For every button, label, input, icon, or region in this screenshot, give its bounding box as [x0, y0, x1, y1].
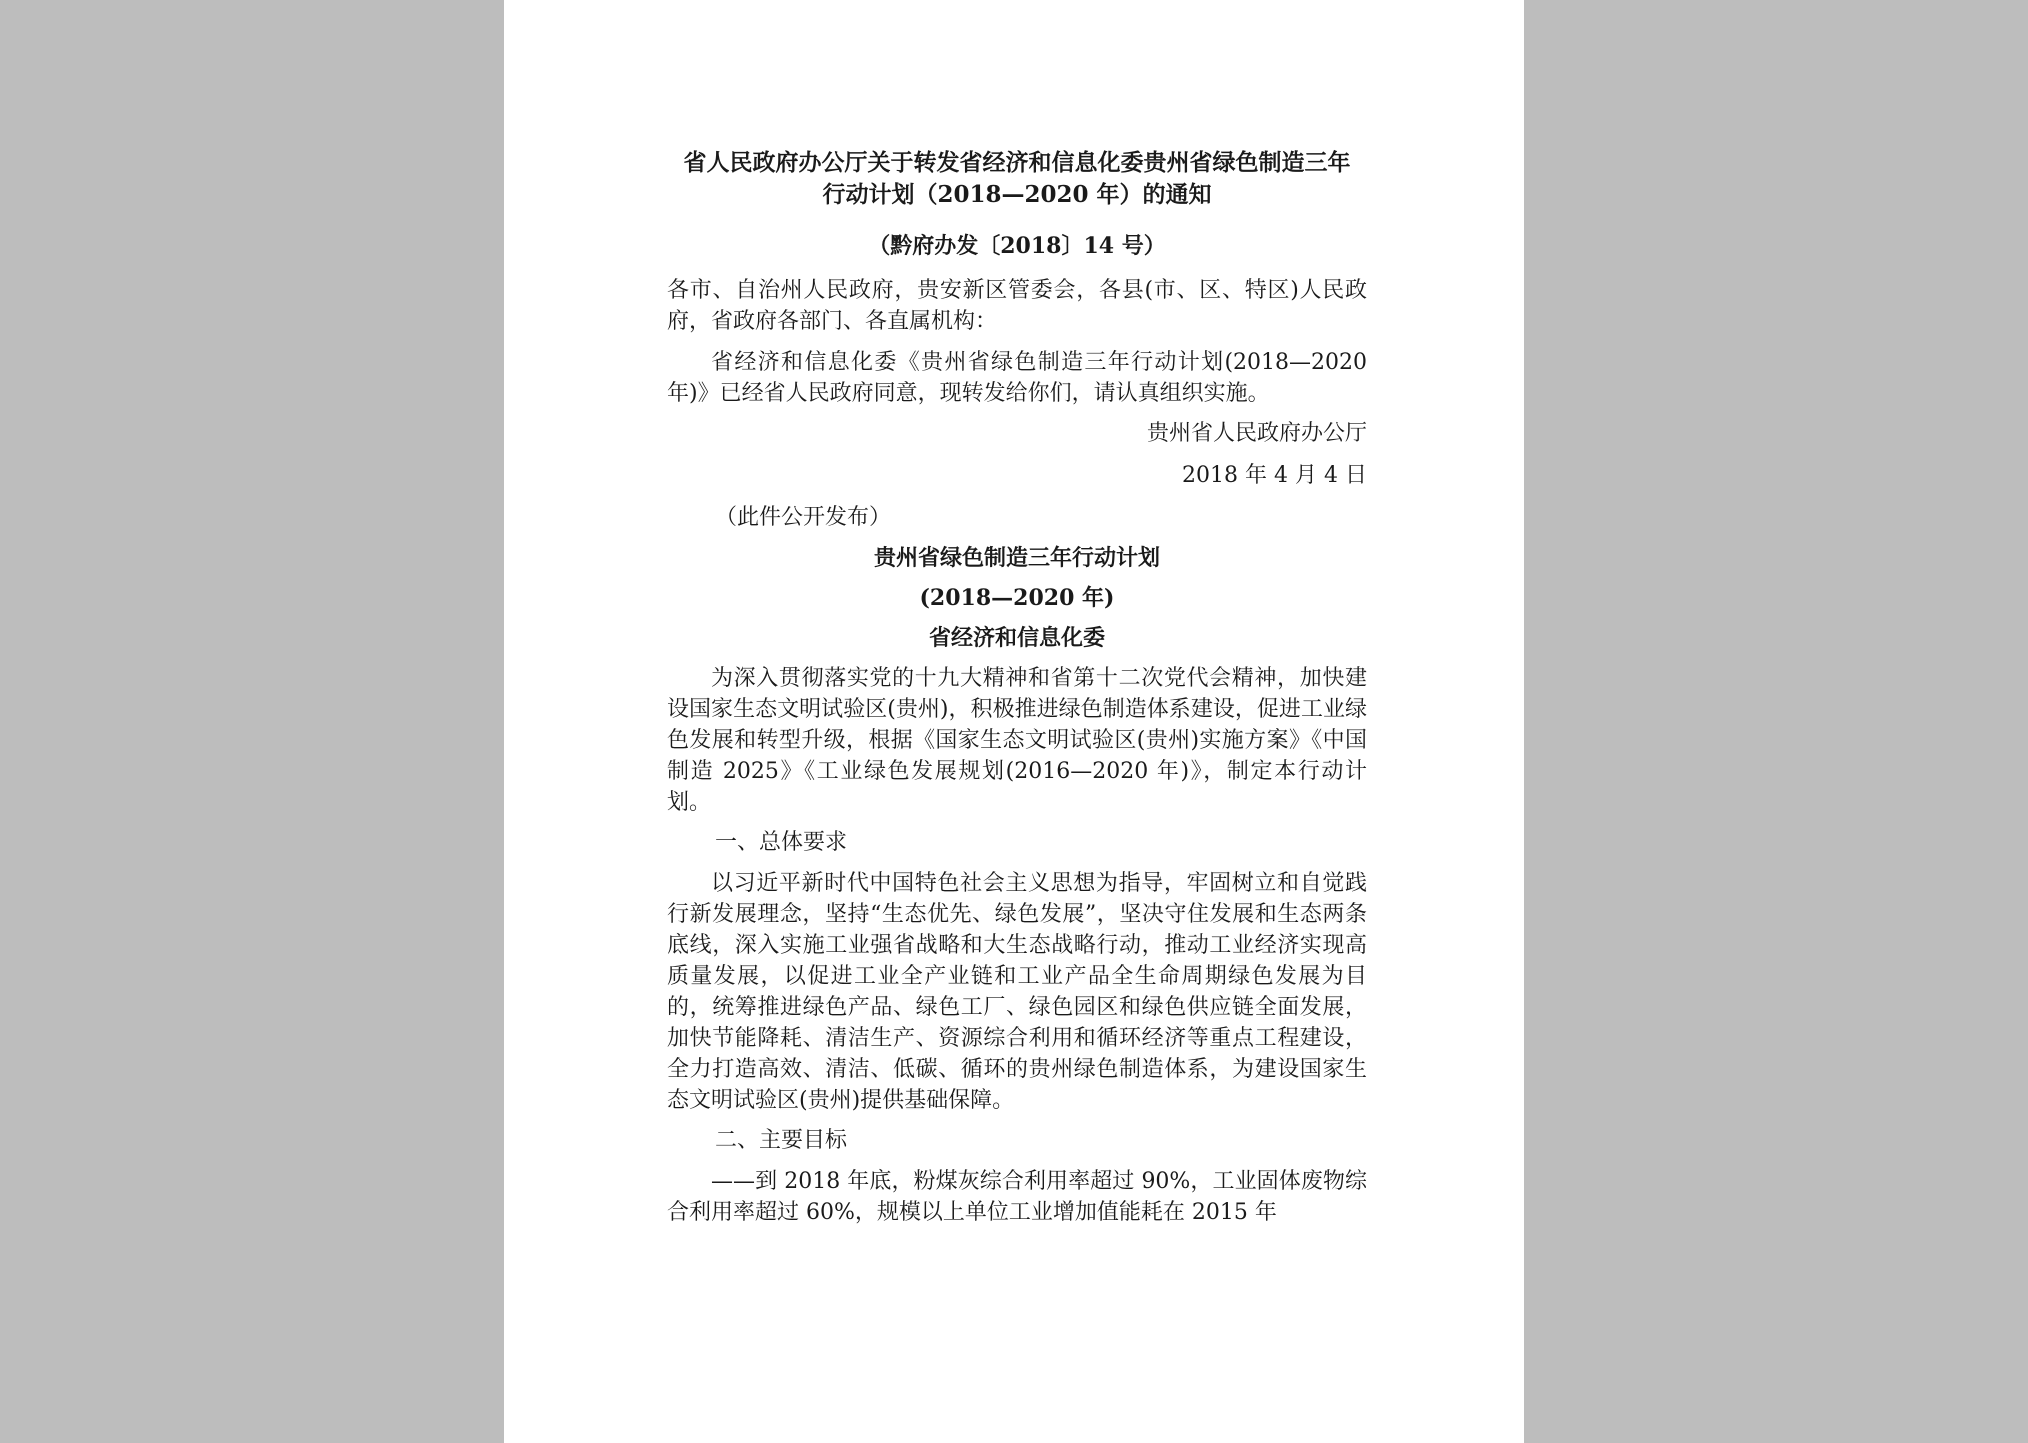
- document-page: [504, 0, 1524, 1443]
- section1-body: 以习近平新时代中国特色社会主义思想为指导，牢固树立和自觉践行新发展理念，坚持“生态优先、绿色发展”，坚决守住发展和生态两条底线，深入实施工业强省战略和大生态战略行动，推动工业经济实现高质量发展，以促进工业全产业链和工业产品全生命周期绿色发展为目的，统筹推进绿色产品、绿色工厂、绿色园区和绿色供应链全面发展，加快节能降耗、清洁生产、资源综合利用和循环经济等重点工程建设，全力打造高效、清洁、低碳、循环的贵州绿色制造体系，为建设国家生态文明试验区(贵州)提供基础保障。: [667, 871, 1367, 1113]
- plan-intro: 为深入贯彻落实党的十九大精神和省第十二次党代会精神，加快建设国家生态文明试验区(贵州)，积极推进绿色制造体系建设，促进工业绿色发展和转型升级，根据《国家生态文明试验区(贵州)实施方案》《中国制造 2025》《工业绿色发展规划(2016—2020 年)》，制定本行动计划。: [667, 666, 1367, 815]
- notice-body: 省经济和信息化委《贵州省绿色制造三年行动计划(2018—2020 年)》已经省人民政府同意，现转发给你们，请认真组织实施。: [667, 350, 1367, 406]
- issue-date: 2018 年 4 月 4 日: [1182, 463, 1367, 488]
- release-note: （此件公开发布）: [715, 505, 892, 530]
- issuer: 贵州省人民政府办公厅: [1146, 421, 1367, 446]
- salutation: 各市、自治州人民政府，贵安新区管委会，各县(市、区、特区)人民政府，省政府各部门、各直属机构：: [667, 278, 1367, 334]
- plan-author: 省经济和信息化委: [928, 625, 1105, 651]
- document-content: [667, 147, 1367, 1238]
- document-number: （黔府办发〔2018〕14 号）: [868, 233, 1166, 259]
- section1-heading: 一、总体要求: [715, 830, 848, 855]
- section2-body: ——到 2018 年底，粉煤灰综合利用率超过 90%，工业固体废物综合利用率超过 60%，规模以上单位工业增加值能耗在 2015 年: [667, 1169, 1367, 1225]
- plan-title: 贵州省绿色制造三年行动计划: [873, 545, 1160, 571]
- notice-title-line2: 行动计划（2018—2020 年）的通知: [822, 181, 1212, 208]
- section2-heading: 二、主要目标: [715, 1128, 848, 1153]
- plan-years: (2018—2020 年): [919, 585, 1115, 611]
- notice-title-line1: 省人民政府办公厅关于转发省经济和信息化委贵州省绿色制造三年: [683, 149, 1351, 176]
